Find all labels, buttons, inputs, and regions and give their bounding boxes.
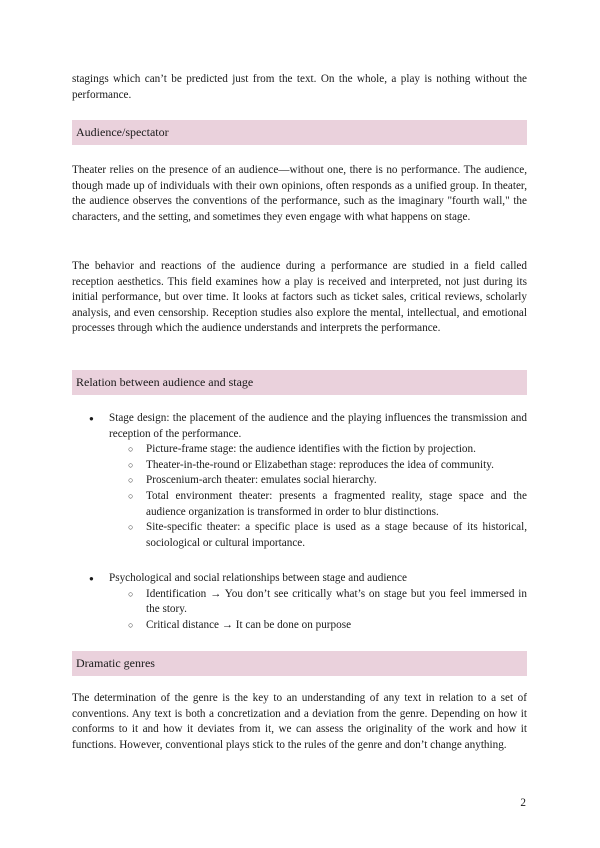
sub-list-item: ○ Total environment theater: presents a fragmented reality, stage space and the audience organization is transformed in order to blur distinctions.	[109, 489, 527, 520]
paragraph-text: Theater relies on the presence of an audience—without one, there is no performance. The audience, though made up of individuals with their own opinions, often responds as a unified group. In theater, the audience observes the conventions of the performance, such as the imaginary "fourth wall," the characters, and the setting, and sometimes they even engage with what happens on stage.	[72, 164, 527, 223]
paragraph-text: The behavior and reactions of the audience during a performance are studied in a field called reception aesthetics. This field examines how a play is received and interpreted, not just during its initial performance, but over time. It looks at factors such as ticket sales, critical reviews, scholarly analysis, and even censorship. Reception studies also explore the mental, intellectual, and emotional processes through which the audience understands and interprets the performance.	[72, 260, 527, 335]
audience-paragraph-2	[72, 259, 527, 337]
sub-list-item: ○ Identification → You don’t see critically what’s on stage but you feel immersed in the story.	[109, 587, 527, 618]
sub-list-item: ○ Theater-in-the-round or Elizabethan stage: reproduces the idea of community.	[109, 458, 527, 474]
sub-list-item: ○ Critical distance → It can be done on purpose	[109, 618, 527, 634]
relation-list-2	[72, 571, 527, 633]
section-heading-relation: Relation between audience and stage	[72, 370, 527, 395]
section-heading-genres: Dramatic genres	[72, 651, 527, 676]
list-item-text: Stage design: the placement of the audience and the playing influences the transmission and reception of the performance.	[109, 412, 527, 440]
sub-list-item: ○ Site-specific theater: a specific place is used as a stage because of its historical, sociological or cultural importance.	[109, 520, 527, 551]
section-heading-audience: Audience/spectator	[72, 120, 527, 145]
list-item	[72, 411, 527, 551]
audience-paragraph-1	[72, 163, 527, 225]
list-item-text: Psychological and social relationships between stage and audience	[109, 572, 407, 584]
intro-paragraph	[72, 72, 527, 103]
sub-list-item: ○ Picture-frame stage: the audience identifies with the fiction by projection.	[109, 442, 527, 458]
genres-paragraph	[72, 691, 527, 753]
intro-text: stagings which can’t be predicted just from the text. On the whole, a play is nothing without the performance.	[72, 73, 527, 101]
page-number: 2	[520, 797, 526, 809]
sub-list-item: ○ Proscenium-arch theater: emulates social hierarchy.	[109, 473, 527, 489]
paragraph-text: The determination of the genre is the key to an understanding of any text in relation to a set of conventions. Any text is both a concretization and a deviation from the genre. Depending on how it conforms to it and how it deviates from it, we can assess the originality of the work and how it functions. However, conventional plays stick to the rules of the genre and don’t change anything.	[72, 692, 527, 751]
list-item	[72, 571, 527, 633]
relation-list	[72, 411, 527, 551]
